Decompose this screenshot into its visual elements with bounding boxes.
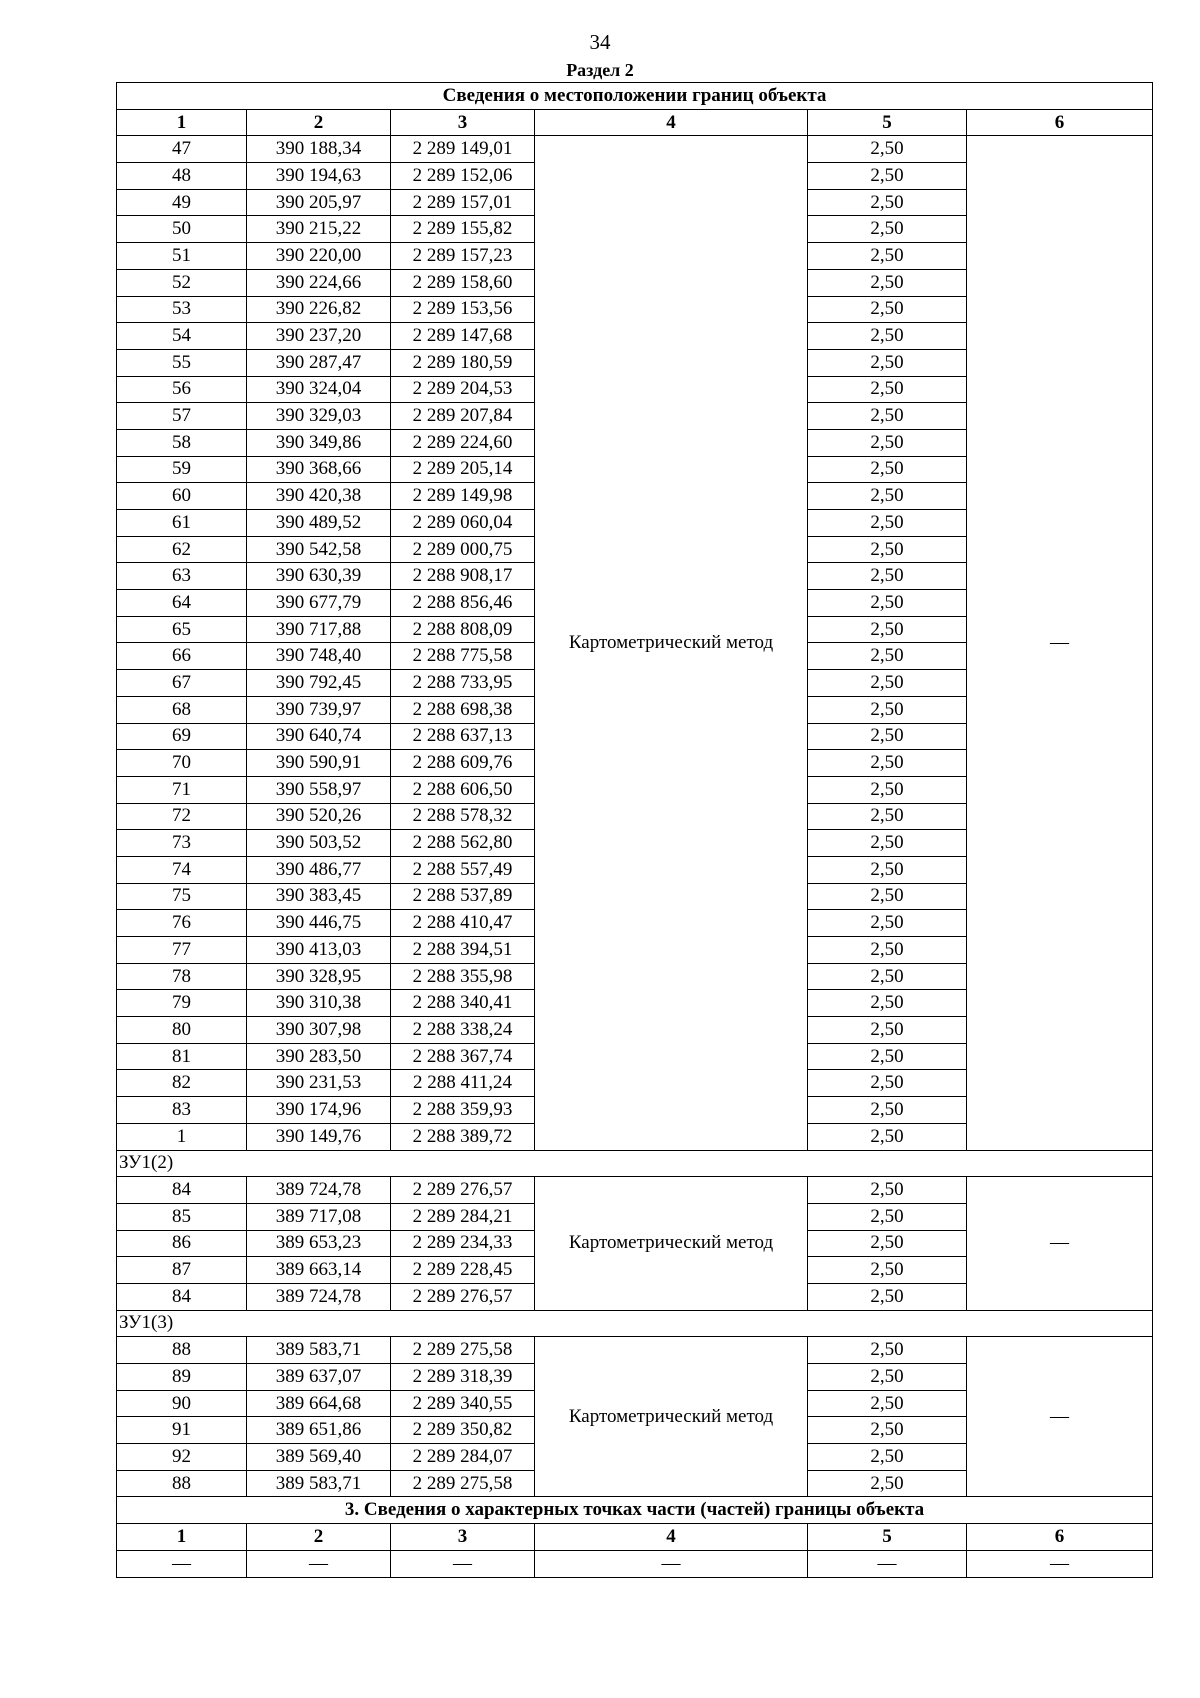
coordinate-x: 390 383,45	[247, 883, 391, 910]
coordinate-x: 390 174,96	[247, 1097, 391, 1124]
accuracy-value: 2,50	[808, 883, 967, 910]
point-number: 60	[117, 483, 247, 510]
accuracy-value: 2,50	[808, 163, 967, 190]
coordinate-y: 2 289 149,01	[391, 136, 535, 163]
point-number: 79	[117, 990, 247, 1017]
coordinate-y: 2 288 856,46	[391, 590, 535, 617]
point-number: 66	[117, 643, 247, 670]
coordinate-y: 2 289 152,06	[391, 163, 535, 190]
section3-title: 3. Сведения о характерных точках части (частей) границы объекта	[117, 1497, 1153, 1524]
coordinate-x: 390 226,82	[247, 296, 391, 323]
accuracy-value: 2,50	[808, 456, 967, 483]
accuracy-value: 2,50	[808, 963, 967, 990]
accuracy-value: 2,50	[808, 1070, 967, 1097]
point-number: 64	[117, 590, 247, 617]
coordinate-x: 390 349,86	[247, 429, 391, 456]
coordinate-x: 390 188,34	[247, 136, 391, 163]
coordinate-y: 2 289 180,59	[391, 349, 535, 376]
point-number: 68	[117, 696, 247, 723]
coordinate-y: 2 288 338,24	[391, 1017, 535, 1044]
accuracy-value: 2,50	[808, 1043, 967, 1070]
coordinate-y: 2 288 775,58	[391, 643, 535, 670]
accuracy-value: 2,50	[808, 723, 967, 750]
coordinate-x: 389 583,71	[247, 1337, 391, 1364]
group-label: ЗУ1(2)	[117, 1150, 1153, 1177]
coordinate-x: 390 194,63	[247, 163, 391, 190]
coordinate-x: 390 520,26	[247, 803, 391, 830]
section3-column-header: 3	[391, 1524, 535, 1551]
coordinate-y: 2 288 562,80	[391, 830, 535, 857]
column-header: 6	[967, 109, 1153, 136]
accuracy-value: 2,50	[808, 136, 967, 163]
point-number: 55	[117, 349, 247, 376]
point-number: 69	[117, 723, 247, 750]
point-number: 53	[117, 296, 247, 323]
accuracy-value: 2,50	[808, 1417, 967, 1444]
coordinate-x: 390 486,77	[247, 856, 391, 883]
coordinate-y: 2 289 207,84	[391, 403, 535, 430]
accuracy-value: 2,50	[808, 937, 967, 964]
point-number: 73	[117, 830, 247, 857]
section3-cell: —	[808, 1550, 967, 1577]
coordinate-x: 389 653,23	[247, 1230, 391, 1257]
accuracy-value: 2,50	[808, 1257, 967, 1284]
coordinate-x: 389 717,08	[247, 1203, 391, 1230]
group-label-row	[117, 1310, 1153, 1337]
point-number: 80	[117, 1017, 247, 1044]
point-number: 72	[117, 803, 247, 830]
coordinate-x: 390 503,52	[247, 830, 391, 857]
point-number: 75	[117, 883, 247, 910]
coordinate-x: 389 569,40	[247, 1444, 391, 1471]
accuracy-value: 2,50	[808, 750, 967, 777]
accuracy-value: 2,50	[808, 269, 967, 296]
accuracy-value: 2,50	[808, 643, 967, 670]
point-number: 86	[117, 1230, 247, 1257]
point-number: 84	[117, 1283, 247, 1310]
coordinate-x: 390 677,79	[247, 590, 391, 617]
coordinate-x: 390 446,75	[247, 910, 391, 937]
section3-cell: —	[117, 1550, 247, 1577]
point-number: 54	[117, 323, 247, 350]
coordinate-y: 2 288 609,76	[391, 750, 535, 777]
method-cell: Картометрический метод	[535, 136, 808, 1150]
coordinate-x: 390 489,52	[247, 510, 391, 537]
coordinate-y: 2 288 389,72	[391, 1123, 535, 1150]
section3-column-header: 6	[967, 1524, 1153, 1551]
coordinate-x: 390 368,66	[247, 456, 391, 483]
point-number: 61	[117, 510, 247, 537]
coordinate-y: 2 289 204,53	[391, 376, 535, 403]
coordinate-x: 389 664,68	[247, 1390, 391, 1417]
point-number: 51	[117, 243, 247, 270]
accuracy-value: 2,50	[808, 696, 967, 723]
accuracy-value: 2,50	[808, 483, 967, 510]
coordinate-y: 2 288 808,09	[391, 616, 535, 643]
page-number: 34	[589, 30, 611, 54]
coordinate-y: 2 289 340,55	[391, 1390, 535, 1417]
coordinate-x: 390 310,38	[247, 990, 391, 1017]
coordinate-x: 390 420,38	[247, 483, 391, 510]
coordinate-y: 2 289 158,60	[391, 269, 535, 296]
accuracy-value: 2,50	[808, 510, 967, 537]
coordinate-y: 2 289 157,23	[391, 243, 535, 270]
coordinate-y: 2 289 149,98	[391, 483, 535, 510]
coordinate-x: 389 724,78	[247, 1177, 391, 1204]
point-number: 84	[117, 1177, 247, 1204]
coordinate-y: 2 289 284,07	[391, 1444, 535, 1471]
section3-cell: —	[967, 1550, 1153, 1577]
accuracy-value: 2,50	[808, 1230, 967, 1257]
point-number: 87	[117, 1257, 247, 1284]
note-cell: —	[967, 1337, 1153, 1497]
accuracy-value: 2,50	[808, 296, 967, 323]
coordinate-x: 390 215,22	[247, 216, 391, 243]
coordinate-x: 390 287,47	[247, 349, 391, 376]
coordinate-y: 2 288 410,47	[391, 910, 535, 937]
coordinate-y: 2 288 578,32	[391, 803, 535, 830]
accuracy-value: 2,50	[808, 189, 967, 216]
section-label: Раздел 2	[566, 60, 634, 80]
coordinate-y: 2 288 537,89	[391, 883, 535, 910]
point-number: 57	[117, 403, 247, 430]
coordinate-x: 390 328,95	[247, 963, 391, 990]
column-header: 5	[808, 109, 967, 136]
accuracy-value: 2,50	[808, 990, 967, 1017]
coordinate-y: 2 289 234,33	[391, 1230, 535, 1257]
point-number: 83	[117, 1097, 247, 1124]
column-header-row	[117, 109, 1153, 136]
boundary-table	[116, 82, 1153, 1578]
coordinate-x: 390 324,04	[247, 376, 391, 403]
accuracy-value: 2,50	[808, 1444, 967, 1471]
table-row	[117, 136, 1153, 163]
coordinate-y: 2 288 698,38	[391, 696, 535, 723]
accuracy-value: 2,50	[808, 1470, 967, 1497]
accuracy-value: 2,50	[808, 536, 967, 563]
coordinate-x: 390 717,88	[247, 616, 391, 643]
note-cell: —	[967, 1177, 1153, 1310]
point-number: 1	[117, 1123, 247, 1150]
coordinate-x: 390 630,39	[247, 563, 391, 590]
accuracy-value: 2,50	[808, 616, 967, 643]
point-number: 65	[117, 616, 247, 643]
coordinate-y: 2 288 557,49	[391, 856, 535, 883]
group-label: ЗУ1(3)	[117, 1310, 1153, 1337]
point-number: 58	[117, 429, 247, 456]
coordinate-y: 2 289 147,68	[391, 323, 535, 350]
note-cell: —	[967, 136, 1153, 1150]
point-number: 48	[117, 163, 247, 190]
point-number: 92	[117, 1444, 247, 1471]
coordinate-x: 389 583,71	[247, 1470, 391, 1497]
coordinate-y: 2 288 733,95	[391, 670, 535, 697]
coordinate-x: 389 651,86	[247, 1417, 391, 1444]
accuracy-value: 2,50	[808, 429, 967, 456]
section3-row	[117, 1550, 1153, 1577]
point-number: 70	[117, 750, 247, 777]
table-row	[117, 1337, 1153, 1364]
point-number: 85	[117, 1203, 247, 1230]
accuracy-value: 2,50	[808, 323, 967, 350]
coordinate-x: 390 224,66	[247, 269, 391, 296]
point-number: 88	[117, 1470, 247, 1497]
section3-cell: —	[391, 1550, 535, 1577]
accuracy-value: 2,50	[808, 830, 967, 857]
accuracy-value: 2,50	[808, 670, 967, 697]
section3-header-row	[117, 1524, 1153, 1551]
group-label-row	[117, 1150, 1153, 1177]
point-number: 76	[117, 910, 247, 937]
section3-title-row	[117, 1497, 1153, 1524]
table-title: Сведения о местоположении границ объекта	[117, 83, 1153, 110]
coordinate-x: 390 205,97	[247, 189, 391, 216]
coordinate-y: 2 289 276,57	[391, 1283, 535, 1310]
coordinate-x: 390 283,50	[247, 1043, 391, 1070]
accuracy-value: 2,50	[808, 376, 967, 403]
section3-column-header: 5	[808, 1524, 967, 1551]
coordinate-y: 2 289 060,04	[391, 510, 535, 537]
point-number: 56	[117, 376, 247, 403]
point-number: 81	[117, 1043, 247, 1070]
coordinate-y: 2 289 155,82	[391, 216, 535, 243]
point-number: 82	[117, 1070, 247, 1097]
accuracy-value: 2,50	[808, 1017, 967, 1044]
coordinate-x: 390 739,97	[247, 696, 391, 723]
accuracy-value: 2,50	[808, 1097, 967, 1124]
point-number: 67	[117, 670, 247, 697]
section3-cell: —	[535, 1550, 808, 1577]
point-number: 74	[117, 856, 247, 883]
coordinate-y: 2 288 908,17	[391, 563, 535, 590]
coordinate-x: 390 149,76	[247, 1123, 391, 1150]
column-header: 3	[391, 109, 535, 136]
coordinate-x: 389 637,07	[247, 1364, 391, 1391]
coordinate-y: 2 289 275,58	[391, 1337, 535, 1364]
method-cell: Картометрический метод	[535, 1337, 808, 1497]
coordinate-y: 2 289 228,45	[391, 1257, 535, 1284]
point-number: 47	[117, 136, 247, 163]
coordinate-x: 390 558,97	[247, 776, 391, 803]
coordinate-x: 389 724,78	[247, 1283, 391, 1310]
coordinate-x: 389 663,14	[247, 1257, 391, 1284]
accuracy-value: 2,50	[808, 1177, 967, 1204]
accuracy-value: 2,50	[808, 563, 967, 590]
accuracy-value: 2,50	[808, 803, 967, 830]
point-number: 59	[117, 456, 247, 483]
accuracy-value: 2,50	[808, 403, 967, 430]
accuracy-value: 2,50	[808, 856, 967, 883]
column-header: 1	[117, 109, 247, 136]
coordinate-x: 390 542,58	[247, 536, 391, 563]
point-number: 91	[117, 1417, 247, 1444]
point-number: 50	[117, 216, 247, 243]
accuracy-value: 2,50	[808, 1337, 967, 1364]
point-number: 71	[117, 776, 247, 803]
coordinate-y: 2 288 637,13	[391, 723, 535, 750]
coordinate-y: 2 288 340,41	[391, 990, 535, 1017]
coordinate-y: 2 288 394,51	[391, 937, 535, 964]
accuracy-value: 2,50	[808, 1203, 967, 1230]
accuracy-value: 2,50	[808, 1364, 967, 1391]
accuracy-value: 2,50	[808, 243, 967, 270]
column-header: 2	[247, 109, 391, 136]
coordinate-y: 2 289 276,57	[391, 1177, 535, 1204]
accuracy-value: 2,50	[808, 590, 967, 617]
coordinate-y: 2 289 205,14	[391, 456, 535, 483]
coordinate-x: 390 413,03	[247, 937, 391, 964]
point-number: 77	[117, 937, 247, 964]
coordinate-y: 2 289 318,39	[391, 1364, 535, 1391]
coordinate-x: 390 329,03	[247, 403, 391, 430]
coordinate-y: 2 289 153,56	[391, 296, 535, 323]
coordinate-y: 2 289 275,58	[391, 1470, 535, 1497]
accuracy-value: 2,50	[808, 216, 967, 243]
coordinate-x: 390 237,20	[247, 323, 391, 350]
column-header: 4	[535, 109, 808, 136]
accuracy-value: 2,50	[808, 1390, 967, 1417]
point-number: 62	[117, 536, 247, 563]
point-number: 89	[117, 1364, 247, 1391]
point-number: 88	[117, 1337, 247, 1364]
accuracy-value: 2,50	[808, 910, 967, 937]
coordinate-x: 390 307,98	[247, 1017, 391, 1044]
point-number: 78	[117, 963, 247, 990]
table-title-row	[117, 83, 1153, 110]
point-number: 52	[117, 269, 247, 296]
section3-column-header: 1	[117, 1524, 247, 1551]
coordinate-y: 2 289 000,75	[391, 536, 535, 563]
coordinate-y: 2 289 157,01	[391, 189, 535, 216]
coordinate-x: 390 748,40	[247, 643, 391, 670]
coordinate-y: 2 288 411,24	[391, 1070, 535, 1097]
coordinate-y: 2 288 359,93	[391, 1097, 535, 1124]
point-number: 49	[117, 189, 247, 216]
point-number: 63	[117, 563, 247, 590]
coordinate-y: 2 289 350,82	[391, 1417, 535, 1444]
method-cell: Картометрический метод	[535, 1177, 808, 1310]
section3-column-header: 4	[535, 1524, 808, 1551]
coordinate-x: 390 792,45	[247, 670, 391, 697]
accuracy-value: 2,50	[808, 349, 967, 376]
coordinate-x: 390 231,53	[247, 1070, 391, 1097]
coordinate-x: 390 220,00	[247, 243, 391, 270]
coordinate-y: 2 288 367,74	[391, 1043, 535, 1070]
point-number: 90	[117, 1390, 247, 1417]
section3-cell: —	[247, 1550, 391, 1577]
coordinate-x: 390 640,74	[247, 723, 391, 750]
coordinate-y: 2 289 284,21	[391, 1203, 535, 1230]
table-row	[117, 1177, 1153, 1204]
coordinate-y: 2 288 606,50	[391, 776, 535, 803]
coordinate-y: 2 289 224,60	[391, 429, 535, 456]
accuracy-value: 2,50	[808, 1123, 967, 1150]
section3-column-header: 2	[247, 1524, 391, 1551]
coordinate-y: 2 288 355,98	[391, 963, 535, 990]
accuracy-value: 2,50	[808, 1283, 967, 1310]
accuracy-value: 2,50	[808, 776, 967, 803]
coordinate-x: 390 590,91	[247, 750, 391, 777]
